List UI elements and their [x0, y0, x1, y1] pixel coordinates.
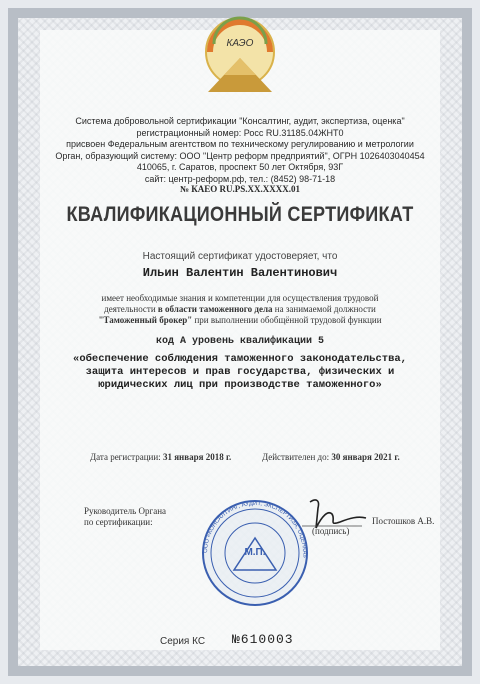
- header-line-6: сайт: центр-реформ.рф, тел.: (8452) 98-71-18: [144, 173, 336, 184]
- body-line-3-end: при выполнении обобщённой трудовой функции: [192, 315, 382, 325]
- valid-value: 30 января 2021 г.: [331, 452, 400, 462]
- certificate-number: № КАЕО RU.PS.XX.XXXX.01: [179, 184, 301, 194]
- intro-text: Настоящий сертификат удостоверяет, что: [142, 251, 338, 262]
- header-line-2: регистрационный номер: Росс RU.31185.04ЖНТ0: [136, 127, 344, 138]
- body-line-2: [0, 304, 480, 315]
- serial-number: №610003: [232, 632, 294, 647]
- header-line-3: присвоен Федеральным агентством по техническому регулированию и метрологии: [66, 139, 414, 149]
- logo-text: КАЭО: [226, 38, 254, 49]
- holder-name: Ильин Валентин Валентинович: [142, 266, 338, 280]
- body-line-3: [0, 315, 480, 326]
- registration-value: 31 января 2018 г.: [162, 452, 232, 462]
- signer-role-line-1: Руководитель Органа: [84, 506, 167, 516]
- qualification-code: код А уровень квалификации 5: [155, 336, 325, 347]
- signer-role-line-2: по сертификации:: [84, 517, 153, 527]
- signer-name: Постошков А.В.: [372, 516, 435, 526]
- kaeo-logo: [200, 14, 280, 94]
- seal-center-text: М.П.: [244, 547, 266, 558]
- header-line-4: Орган, образующий систему: ООО "Центр реформ предприятий", ОГРН 1026403040454: [55, 150, 425, 161]
- registration-label: Дата регистрации:: [90, 452, 163, 462]
- signature-caption: (подпись): [312, 526, 350, 536]
- body-line-2-end: на занимаемой должности: [272, 304, 376, 314]
- series-label: Серия КС: [160, 636, 206, 647]
- header-line-5: 410065, г. Саратов, проспект 50 лет Октября, 93Г: [136, 162, 344, 172]
- body-line-1: имеет необходимые знания и компетенции для осуществления трудовой: [101, 293, 379, 303]
- official-seal: [200, 498, 310, 608]
- registration-date: [90, 452, 231, 462]
- valid-label: Действителен до:: [262, 452, 332, 462]
- certificate-title: КВАЛИФИКАЦИОННЫЙ СЕРТИФИКАТ: [66, 203, 414, 226]
- scope-line-1: «обеспечение соблюдения таможенного законодательства,: [73, 353, 407, 365]
- seal-ring-text: ООО «КОНСАЛТИНГ, АУДИТ, ЭКСПЕРТИЗА, ОЦЕНКА»: [202, 500, 308, 559]
- position-title: "Таможенный брокер": [98, 315, 193, 325]
- body-line-2-start: деятельности: [104, 304, 158, 314]
- header-line-1: Система добровольной сертификации "Консалтинг, аудит, экспертиза, оценка": [75, 116, 405, 126]
- scope-line-2: защита интересов и прав государства, физических и: [85, 366, 395, 378]
- field-of-activity: в области таможенного дела: [157, 304, 273, 314]
- valid-until-date: [262, 452, 400, 462]
- scope-line-3: юридических лиц при производстве таможенного»: [98, 379, 382, 391]
